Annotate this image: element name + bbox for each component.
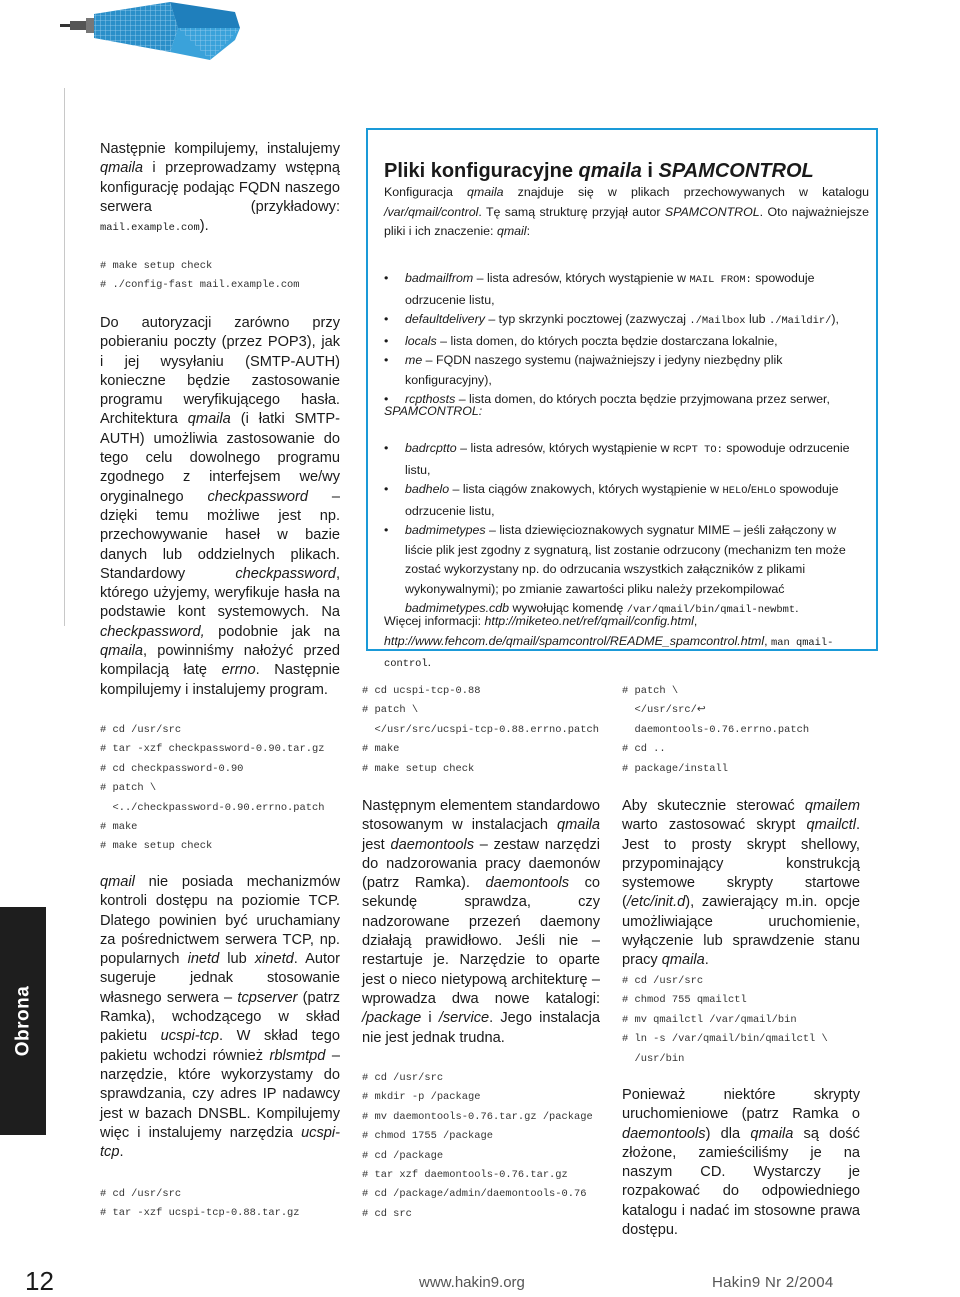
text-run: co sekundę sprawdza, czy nadzorowane przezeń daemony działają prawidłowo. Jeśli nie – restartuje je. Narzędzie to oparte jest o nieco nietypową architekturę – wprowadza dwa nowe katalogi:: [362, 875, 600, 1007]
emphasis-text: inetd: [187, 951, 220, 968]
col2-para1: [362, 797, 600, 1048]
col1-code3: # cd /usr/src # tar -xzf ucspi-tcp-0.88.tar.gz: [100, 1188, 300, 1220]
header-decoration-graphic: [60, 0, 260, 64]
inline-code: ./Mailbox: [689, 315, 746, 327]
text-run: .: [795, 601, 799, 615]
text-run: – dzięki temu możliwe jest np. przechowywanie haseł w bazie danych lub oddzielnych plikach. Standardowy: [100, 488, 340, 582]
text-run: Następnie kompilujemy, instalujemy: [100, 141, 340, 157]
emphasis-text: locals: [405, 333, 437, 348]
text-run: lub: [745, 312, 769, 326]
col1-para1: [100, 140, 340, 238]
text-run: nie posiada mechanizmów kontroli dostępu na poziomie TCP. Dlatego powinien być uruchamiany za pośrednictwem serwera TCP, np. popularnych: [100, 874, 340, 968]
text-run: podobnie jak na: [204, 623, 340, 640]
text-run: /: [747, 482, 751, 496]
text-run: Konfiguracja: [384, 185, 468, 199]
text-run: ) dla: [705, 1125, 751, 1142]
text-run: . Oto najważniejsze pliki i ich znaczenie:: [384, 204, 869, 238]
emphasis-text: checkpassword,: [100, 623, 205, 640]
emphasis-text: qmail: [496, 224, 527, 238]
list-item: [384, 269, 864, 310]
text-run: i przeprowadzamy wstępną konfigurację podając FQDN naszego serwera (przykładowy:: [100, 160, 340, 215]
text-run: (patrz Ramka), wchodzącego w skład pakietu: [100, 989, 340, 1045]
emphasis-text: /service: [438, 1010, 490, 1027]
emphasis-text: badmimetypes: [405, 523, 486, 537]
text-run: wywołując komendę: [509, 601, 627, 615]
inline-code: man qmail-control: [384, 636, 834, 670]
inline-code: EHLO: [750, 485, 776, 497]
footer-url: www.hakin9.org: [419, 1274, 525, 1291]
emphasis-text: ucspi-tcp: [100, 1124, 340, 1161]
text-run: lub: [219, 951, 255, 968]
box-title: [384, 160, 814, 183]
emphasis-text: checkpassword: [207, 488, 309, 505]
emphasis-text: tcpserver: [237, 989, 298, 1006]
text-run: Ponieważ niektóre skrypty uruchomieniowe (patrz Ramka o: [622, 1087, 860, 1123]
emphasis-text: daemontools: [622, 1125, 706, 1142]
emphasis-text: me: [405, 353, 423, 367]
text-run: ).: [199, 218, 209, 235]
emphasis-text: badrcptto: [405, 441, 457, 455]
emphasis-text: badmailfrom: [405, 271, 474, 285]
emphasis-text: SPAMCONTROL: [664, 204, 760, 219]
emphasis-text: errno: [221, 662, 256, 679]
emphasis-text: http://miketeo.net/ref/qmail/config.html: [484, 614, 694, 628]
text-run: Aby skutecznie sterować: [622, 798, 805, 814]
text-run: . Następnie kompilujemy i instalujemy program.: [100, 662, 340, 698]
emphasis-text: http://www.fehcom.de/qmail/spamcontrol/README_spamcontrol.html: [384, 633, 765, 648]
emphasis-text: qmaila: [187, 411, 231, 428]
emphasis-text: SPAMCONTROL: [658, 160, 814, 182]
emphasis-text: badhelo: [405, 482, 450, 496]
text-run: spowoduje odrzucenie listu,: [405, 482, 839, 518]
text-run: . Tę samą strukturę przyjął autor: [478, 204, 665, 219]
emphasis-text: daemontools: [390, 836, 475, 853]
text-run: – lista dziewięcioznakowych sygnatur MIME – jeśli załączony w liście plik jest zgodny z sygnaturą, list zostanie odrzucony (mechanizm ten może zostać wykorzystany np. do odrzucania wszystkich załączników z plikami wykonywalnymi); po zmianie zawartości pliku należy przekompilować: [405, 523, 846, 596]
emphasis-text: qmaila: [467, 185, 504, 199]
text-run: – typ skrzynki pocztowej (zazwyczaj: [484, 312, 690, 326]
emphasis-text: ucspi-tcp: [160, 1028, 220, 1045]
emphasis-text: daemontools: [485, 875, 570, 892]
text-run: jest: [362, 836, 391, 853]
emphasis-text: checkpassword: [235, 565, 336, 582]
text-run: . Jest to prosty skrypt shellowy, przypominający konstrukcją systemowe skrypty startowe (: [622, 817, 860, 911]
text-run: Pliki konfiguracyjne: [384, 160, 579, 182]
text-run: ), zawierający m.in. opcje umożliwiające uruchomienie, wyłączenie lub sprawdzenie stanu pracy: [622, 894, 860, 969]
list-item: [384, 351, 864, 390]
box-intro: [384, 183, 869, 242]
emphasis-text: rcpthosts: [405, 392, 456, 406]
emphasis-text: qmailctl: [806, 817, 856, 834]
text-run: .: [119, 1144, 124, 1161]
col1-code1: # make setup check # ./config-fast mail.example.com: [100, 260, 300, 292]
inline-code: /var/qmail/bin/qmail-newbmt: [626, 604, 796, 616]
text-run: – FQDN naszego systemu (najważniejszy i jedyny niezbędny plik konfiguracyjny),: [405, 353, 783, 387]
text-run: Więcej informacji:: [384, 614, 485, 628]
inline-code: RCPT TO:: [672, 444, 723, 456]
footer-issue: Hakin9 Nr 2/2004: [712, 1274, 834, 1291]
emphasis-text: /package: [362, 1010, 422, 1027]
text-run: – lista domen, do których poczta będzie przyjmowana przez serwer,: [455, 392, 830, 406]
list-item: [384, 521, 864, 621]
emphasis-text: qmaila: [578, 160, 642, 182]
text-run: – lista domen, do których poczta będzie dostarczana lokalnie,: [436, 333, 778, 348]
inline-code: HELO: [722, 485, 748, 497]
text-run: są dość złożone, zamieściliśmy je na naszym CD. Wystarczy je rozpakować do odpowiedniego katalogu i nadać im stosowne prawa dostępu.: [622, 1125, 860, 1239]
col2-code1: # cd ucspi-tcp-0.88 # patch \ </usr/src/ucspi-tcp-0.88.errno.patch # make # make setup check: [362, 685, 599, 775]
text-run: . W skład tego pakietu wchodzi również: [100, 1028, 340, 1064]
text-run: , którego użyjemy, weryfikuje hasła na podstawie kont systemowych. Na: [100, 565, 340, 621]
text-run: – zestaw narzędzi do nadzorowania pracy daemonów (patrz Ramka).: [362, 836, 600, 892]
inline-code: mail.example.com: [100, 222, 200, 235]
list-item: [384, 439, 864, 480]
text-run: i: [421, 1010, 439, 1027]
text-run: spowoduje odrzucenie listu,: [405, 441, 850, 477]
col3-code2: # cd /usr/src # chmod 755 qmailctl # mv qmailctl /var/qmail/bin # ln -s /var/qmail/bin/qmailctl \ /usr/bin: [622, 975, 828, 1065]
inline-code: ./Maildir/: [768, 315, 832, 327]
page-number: 12: [25, 1266, 54, 1296]
spamcontrol-files-list: [384, 439, 864, 621]
text-run: – lista ciągów znakowych, których wystąpienie w: [449, 482, 723, 496]
emphasis-text: defaultdelivery: [405, 312, 485, 326]
text-run: Do autoryzacji zarówno przy pobieraniu poczty (przez POP3), jak i jej wysyłaniu (SMTP-AUTH) konieczne będzie zastosowanie programu weryfikującego hasła. Architektura: [100, 315, 340, 428]
text-run: Następnym elementem standardowo stosowanym w instalacjach: [362, 798, 600, 834]
list-item: [384, 332, 864, 352]
emphasis-text: qmaila: [100, 160, 143, 177]
emphasis-text: qmaila: [750, 1125, 794, 1142]
text-run: znajduje się w plikach przechowywanych w katalogu: [503, 185, 869, 199]
text-run: spowoduje odrzucenie listu,: [405, 271, 815, 307]
emphasis-text: qmail: [100, 874, 135, 890]
text-run: . Jego instalacja nie jest jednak trudna.: [362, 1010, 600, 1046]
col3-para1: [622, 797, 860, 971]
emphasis-text: qmaila: [100, 643, 143, 660]
emphasis-text: qmaila: [661, 952, 705, 969]
emphasis-text: qmailem: [804, 798, 860, 814]
text-run: – lista adresów, których wystąpienie w: [456, 441, 673, 455]
emphasis-text: badmimetypes.cdb: [405, 601, 509, 615]
spamcontrol-label: SPAMCONTROL:: [384, 404, 483, 418]
text-run: warto zastosować skrypt: [622, 817, 807, 834]
emphasis-text: qmaila: [557, 817, 600, 834]
text-run: .: [427, 655, 432, 669]
text-run: :: [526, 224, 531, 238]
col1-code2: # cd /usr/src # tar -xzf checkpassword-0.90.tar.gz # cd checkpassword-0.90 # patch \ <../checkpassword-0.90.errno.patch # make # make setup check: [100, 724, 325, 853]
emphasis-text: /var/qmail/control: [384, 204, 479, 219]
col3-code1: # patch \ </usr/src/↩ daemontools-0.76.errno.patch # cd .. # package/install: [622, 685, 810, 775]
text-run: (i łatki SMTP-AUTH) umożliwia zastosowanie do tego celu dowolnego programu zgodnego z interfejsem we/wy oryginalnego: [100, 411, 341, 505]
text-run: , powinniśmy nałożyć przed kompilacją łatę: [100, 643, 340, 679]
emphasis-text: /etc/init.d: [626, 894, 686, 911]
text-run: ,: [693, 614, 698, 628]
emphasis-text: rblsmtpd: [269, 1047, 326, 1064]
col3-para2: [622, 1086, 860, 1240]
text-run: ,: [764, 633, 772, 648]
list-item: [384, 480, 864, 521]
text-run: – lista adresów, których wystąpienie w: [473, 271, 690, 285]
list-item: [384, 310, 864, 332]
text-run: i: [641, 160, 659, 182]
section-tab-label: Obrona: [12, 985, 33, 1057]
text-run: ),: [831, 312, 839, 326]
col1-para3: [100, 873, 340, 1162]
col2-code2: # cd /usr/src # mkdir -p /package # mv daemontools-0.76.tar.gz /package # chmod 1755 /package # cd /package # tar xzf daemontools-0.76.tar.gz # cd /package/admin/daemontools-0.76 # cd src: [362, 1072, 593, 1220]
text-run: . Autor sugeruje jednak stosowanie własnego serwera –: [100, 951, 340, 1006]
col1-para2: [100, 314, 340, 700]
text-run: – narzędzie, które wykorzystamy do sprawdzania, czy adres IP nadawcy jest w bazach DNSBL. Kompilujemy więc i instalujemy narzędzia: [100, 1047, 340, 1141]
column-rule: [64, 88, 65, 626]
emphasis-text: xinetd: [254, 951, 294, 968]
qmail-files-list: [384, 269, 864, 410]
inline-code: MAIL FROM:: [689, 274, 752, 286]
more-info: [384, 612, 869, 675]
text-run: .: [704, 952, 709, 969]
